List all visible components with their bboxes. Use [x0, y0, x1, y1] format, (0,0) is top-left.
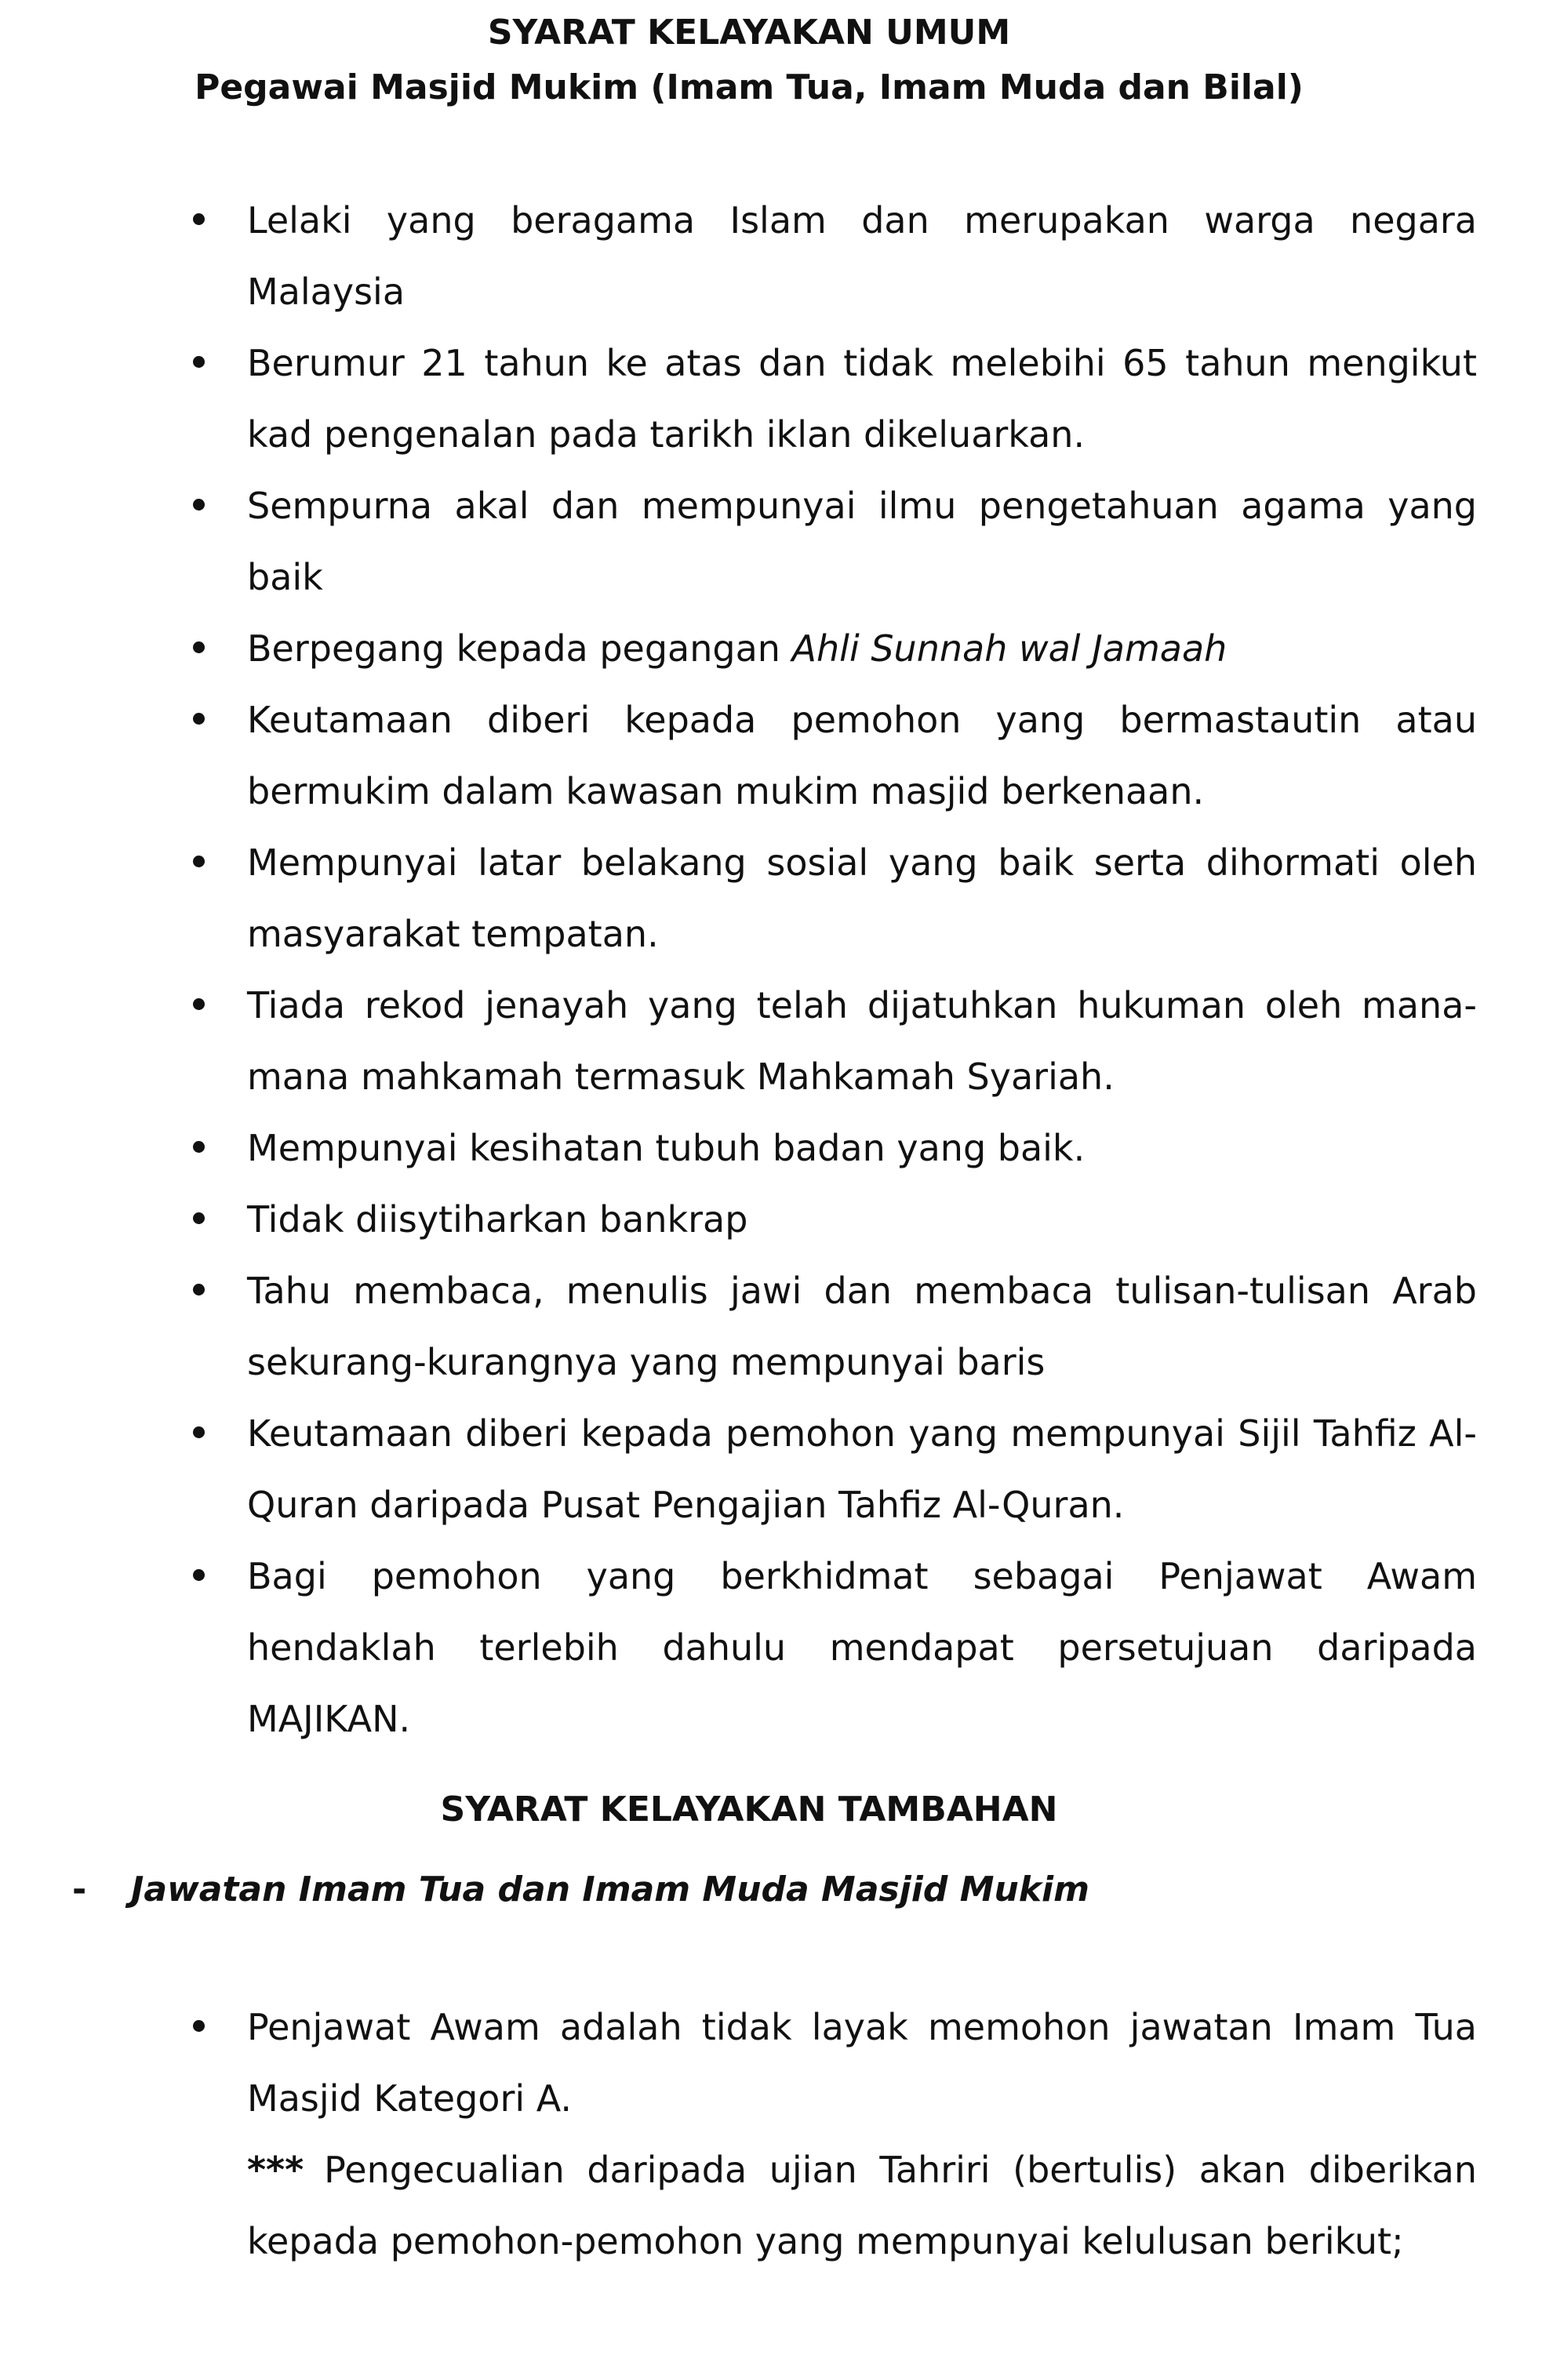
list-item-text: Tidak diisytiharkan bankrap [247, 1198, 748, 1241]
bullet-icon [193, 1569, 205, 1581]
list-item [247, 328, 1477, 471]
list-item-text: Tahu membaca, menulis jawi dan membaca tulisan-tulisan Arab sekurang-kurangnya yang mempunyai baris [247, 1270, 1477, 1383]
bullet-icon [193, 2020, 205, 2032]
list-item [247, 1541, 1477, 1755]
document-title: SYARAT KELAYAKAN UMUM [487, 13, 1011, 53]
bullet-icon [193, 1284, 205, 1295]
list-item [247, 827, 1477, 970]
list-item-text: Sempurna akal dan mempunyai ilmu pengetahuan agama yang baik [247, 485, 1477, 598]
list-item-text: Berumur 21 tahun ke atas dan tidak melebihi 65 tahun mengikut kad pengenalan pada tarikh iklan dikeluarkan. [247, 342, 1477, 456]
bullet-icon [193, 1212, 205, 1224]
list-item-text-prefix: Berpegang kepada pegangan [247, 627, 792, 670]
exemption-note-text [247, 2135, 1477, 2277]
additional-requirements-title: SYARAT KELAYAKAN TAMBAHAN [440, 1790, 1058, 1830]
list-item-text: Mempunyai kesihatan tubuh badan yang baik. [247, 1127, 1086, 1169]
list-item [247, 1184, 1477, 1255]
list-item-text: Penjawat Awam adalah tidak layak memohon jawatan Imam Tua Masjid Kategori A. [247, 2006, 1477, 2120]
list-item [247, 471, 1477, 613]
bullet-icon [193, 998, 205, 1010]
list-item-text: Keutamaan diberi kepada pemohon yang bermastautin atau bermukim dalam kawasan mukim masjid berkenaan. [247, 699, 1477, 812]
list-item-text: Lelaki yang beragama Islam dan merupakan warga negara Malaysia [247, 199, 1477, 313]
list-item-text: Keutamaan diberi kepada pemohon yang mempunyai Sijil Tahfiz Al-Quran daripada Pusat Pengajian Tahfiz Al-Quran. [247, 1412, 1477, 1526]
list-item-text: Bagi pemohon yang berkhidmat sebagai Penjawat Awam hendaklah terlebih dahulu mendapat persetujuan daripada MAJIKAN. [247, 1555, 1477, 1740]
note-marker: *** [247, 2149, 304, 2191]
list-item [247, 1992, 1477, 2135]
list-item-text: Mempunyai latar belakang sosial yang baik serta dihormati oleh masyarakat tempatan. [247, 841, 1477, 955]
list-item [247, 685, 1477, 827]
list-item [247, 1255, 1477, 1398]
list-item [247, 185, 1477, 328]
list-item [247, 613, 1477, 685]
exemption-note [247, 2135, 1477, 2277]
bullet-icon [193, 213, 205, 225]
bullet-icon [193, 1426, 205, 1438]
bullet-icon [193, 641, 205, 653]
note-body: Pengecualian daripada ujian Tahriri (bertulis) akan diberikan kepada pemohon-pemohon yang mempunyai kelulusan berikut; [247, 2149, 1477, 2262]
dash-marker: - [72, 1869, 87, 1909]
list-item-text: Tiada rekod jenayah yang telah dijatuhkan hukuman oleh mana-mana mahkamah termasuk Mahkamah Syariah. [247, 984, 1477, 1098]
document-subtitle: Pegawai Masjid Mukim (Imam Tua, Imam Muda dan Bilal) [195, 67, 1304, 107]
bullet-icon [193, 856, 205, 867]
bullet-icon [193, 499, 205, 511]
bullet-icon [193, 356, 205, 368]
bullet-icon [193, 713, 205, 725]
list-item-text [247, 613, 1477, 685]
bullet-icon [193, 1141, 205, 1153]
list-item-text-italic: Ahli Sunnah wal Jamaah [791, 627, 1227, 670]
list-item [247, 1398, 1477, 1541]
list-item [247, 1113, 1477, 1184]
list-item [247, 970, 1477, 1113]
section-heading: Jawatan Imam Tua dan Imam Muda Masjid Mukim [131, 1869, 1089, 1909]
